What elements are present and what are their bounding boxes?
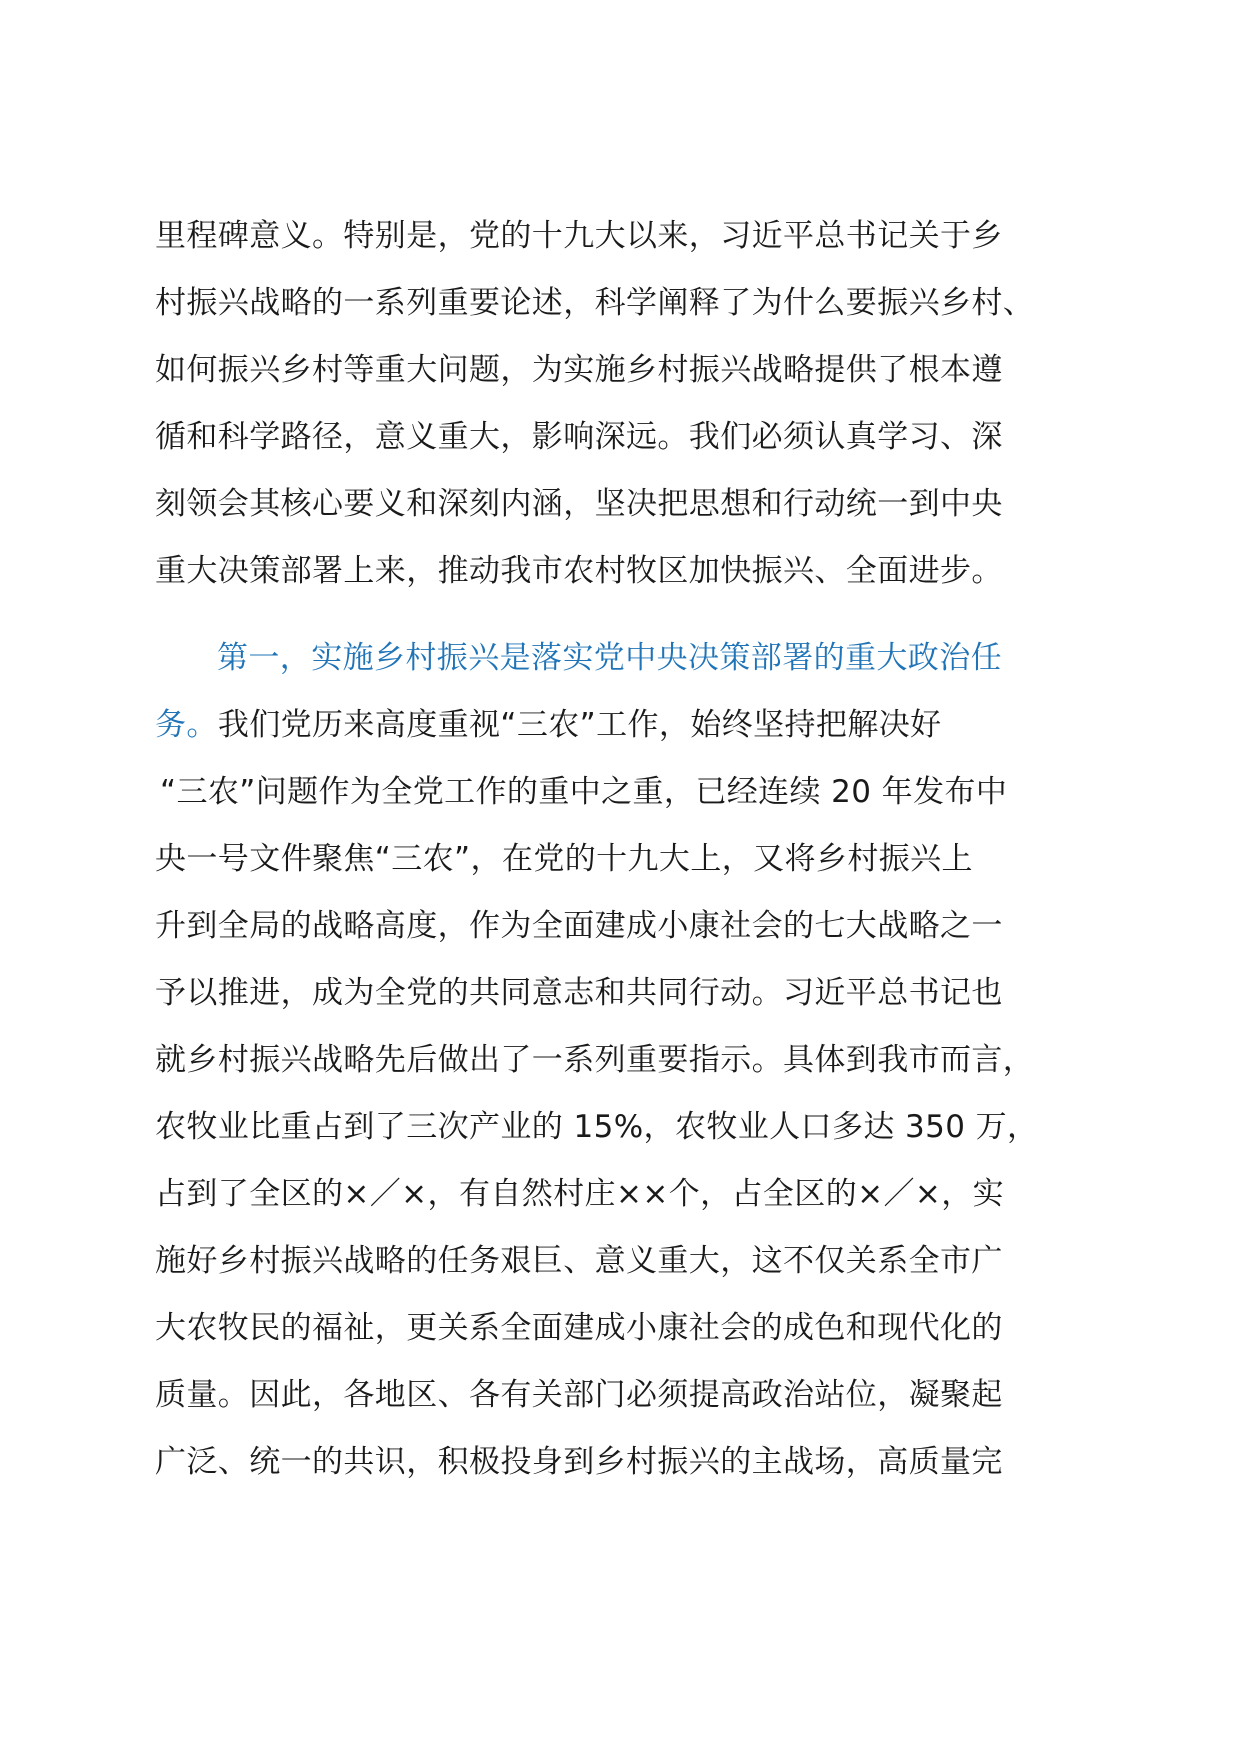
text-line: 村振兴战略的一系列重要论述，科学阐释了为什么要振兴乡村、 [155,285,1035,321]
text-line [155,705,942,745]
text-line: 刻领会其核心要义和深刻内涵，坚决把思想和行动统一到中央 [155,486,1003,522]
text-line: 升到全局的战略高度，作为全面建成小康社会的七大战略之一 [155,908,1003,944]
text-line: 如何振兴乡村等重大问题，为实施乡村振兴战略提供了根本遵 [155,352,1003,388]
section-heading-end: 务。 [155,707,218,743]
text-line: “三农”问题作为全党工作的重中之重，已经连续 20 年发布中 [160,774,1008,810]
text-line: 大农牧民的福祉，更关系全面建成小康社会的成色和现代化的 [155,1310,1003,1346]
text-line: 予以推进，成为全党的共同意志和共同行动。习近平总书记也 [155,975,1003,1011]
text-line: 里程碑意义。特别是，党的十九大以来，习近平总书记关于乡 [155,218,1003,254]
text-line: 央一号文件聚焦“三农”，在党的十九大上，又将乡村振兴上 [155,841,973,877]
section-heading-line: 第一，实施乡村振兴是落实党中央决策部署的重大政治任 [217,640,1002,676]
text-line: 质量。因此，各地区、各有关部门必须提高政治站位，凝聚起 [155,1377,1003,1413]
text-line: 循和科学路径，意义重大，影响深远。我们必须认真学习、深 [155,419,1003,455]
text-line: 广泛、统一的共识，积极投身到乡村振兴的主战场，高质量完 [155,1444,1003,1480]
text-line: 农牧业比重占到了三次产业的 15%，农牧业人口多达 350 万， [155,1109,1039,1145]
text-line: 占到了全区的×／×，有自然村庄××个，占全区的×／×，实 [155,1176,1005,1212]
text-line: 就乡村振兴战略先后做出了一系列重要指示。具体到我市而言， [155,1042,1035,1078]
text-line: 重大决策部署上来，推动我市农村牧区加快振兴、全面进步。 [155,553,1003,589]
text-line-rest: 我们党历来高度重视“三农”工作，始终坚持把解决好 [217,707,942,743]
text-line: 施好乡村振兴战略的任务艰巨、意义重大，这不仅关系全市广 [155,1243,1003,1279]
